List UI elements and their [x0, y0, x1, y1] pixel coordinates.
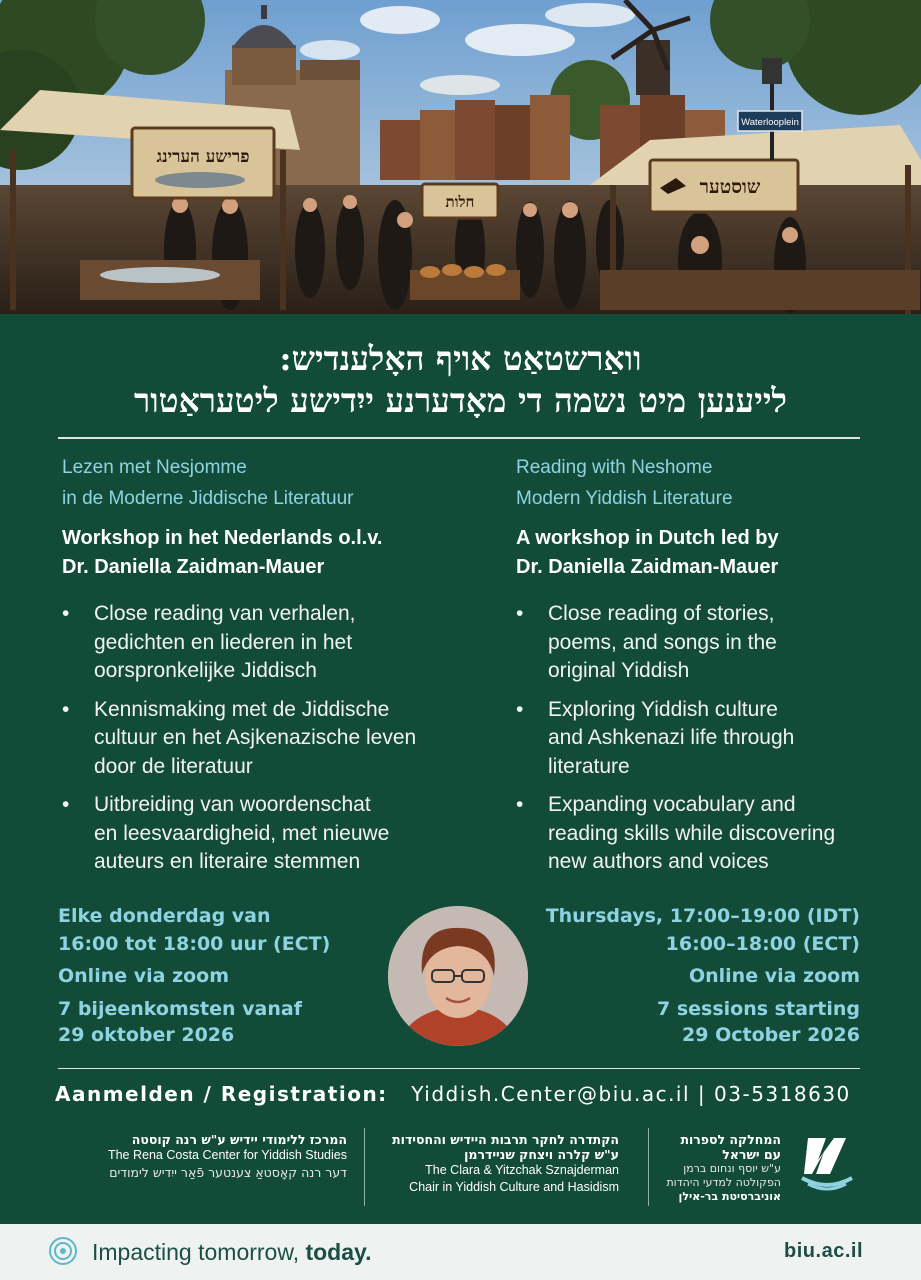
partner-logos: [0, 1128, 921, 1214]
dutch-course-title-line1: Lezen met Nesjomme: [62, 457, 247, 478]
bullet-dot-icon: •: [516, 697, 524, 721]
english-sessions: [530, 996, 860, 1048]
english-schedule-day: Thursdays, 17:00–19:00 (IDT): [545, 905, 860, 927]
registration-email-link[interactable]: Yiddish.Center@biu.ac.il: [411, 1082, 691, 1106]
street-sign-waterlooplein: Waterlooplein: [741, 117, 799, 128]
bullet-dot-icon: •: [62, 697, 70, 721]
bullet-line: Expanding vocabulary and: [548, 793, 796, 816]
sznajderman-chair-logo: [369, 1132, 619, 1196]
yiddish-title: [30, 338, 891, 422]
list-item: [516, 791, 916, 877]
bullet-line: en leesvaardigheid, met nieuwe: [94, 821, 390, 845]
registration-phone-link[interactable]: 03-5318630: [714, 1082, 851, 1106]
bullet-dot-icon: •: [62, 602, 70, 625]
title-line-1: וואַרשטאַט אויף האָלענדיש:: [279, 339, 642, 378]
dept-name-1: המחלקה לספרות: [680, 1132, 781, 1147]
title-divider: [58, 437, 860, 439]
english-course-title: [516, 452, 916, 514]
bullet-line: reading skills while discovering: [548, 821, 836, 845]
chair-name-english-2: Chair in Yiddish Culture and Hasidism: [409, 1180, 619, 1194]
chair-name-hebrew-1: הקתדרה לחקר תרבות היידיש והחסידות: [392, 1132, 619, 1147]
english-online-label: Online via zoom: [688, 965, 860, 987]
stall-sign-challah: חלות: [445, 193, 475, 211]
dutch-course-title: [62, 452, 462, 514]
chair-name-english-1: The Clara & Yitzchak Sznajderman: [425, 1163, 619, 1177]
english-course-title-line2: Modern Yiddish Literature: [516, 488, 733, 509]
dutch-lead-line2: Dr. Daniella Zaidman-Mauer: [62, 556, 325, 578]
dept-name-5: אוניברסיטת בר-אילן: [678, 1190, 781, 1203]
logo-divider: [648, 1128, 649, 1206]
bullet-line: Close reading of stories,: [548, 602, 775, 625]
website-link[interactable]: biu.ac.il: [784, 1240, 863, 1262]
bullet-line: auteurs en literaire stemmen: [94, 850, 361, 873]
bullet-line: Uitbreiding van woordenschat: [94, 793, 371, 816]
bullet-dot-icon: •: [516, 602, 524, 625]
center-name-english: The Rena Costa Center for Yiddish Studies: [107, 1148, 347, 1162]
list-item: [516, 696, 916, 782]
dutch-sessions: [58, 996, 388, 1048]
dutch-online-label: Online via zoom: [58, 965, 230, 987]
portrait-image: [388, 906, 528, 1046]
title-line-2: לייענען מיט נשמה די מאָדערנע ייִדישע ליטעראַטור: [134, 381, 787, 420]
english-lead-line2: Dr. Daniella Zaidman-Mauer: [516, 556, 779, 578]
registration-line: [55, 1082, 851, 1106]
registration-separator: |: [697, 1082, 707, 1106]
target-circle-icon: [48, 1236, 78, 1266]
dutch-sessions-line2: 29 oktober 2026: [58, 1024, 235, 1046]
bullet-line: Kennismaking met de Jiddische: [94, 697, 390, 721]
dept-name-2: עם ישראל: [722, 1147, 781, 1162]
english-schedule-time: 16:00–18:00 (ECT): [665, 933, 860, 955]
bullet-line: original Yiddish: [548, 659, 690, 682]
english-bullet-list: [516, 600, 916, 877]
rena-costa-center-logo: [27, 1132, 347, 1181]
bullet-line: Exploring Yiddish culture: [548, 697, 778, 721]
center-name-yiddish: דער רנה קאָסטאַ צענטער פֿאַר ייִדיש לימודים: [109, 1165, 347, 1180]
center-name-hebrew: המרכז ללימודי יידיש ע"ש רנה קוסטה: [131, 1132, 347, 1147]
dept-name-3: ע"ש יוסף ונחום ברמן: [683, 1162, 781, 1175]
hero-illustration: [0, 0, 921, 314]
dutch-column: [62, 452, 462, 887]
registration-label: Aanmelden / Registration:: [55, 1082, 388, 1106]
bullet-dot-icon: •: [516, 793, 524, 816]
list-item: [62, 791, 462, 877]
bullet-line: new authors and voices: [548, 850, 769, 873]
logo-divider: [364, 1128, 365, 1206]
dutch-bullet-list: [62, 600, 462, 877]
english-course-title-line1: Reading with Neshome: [516, 457, 713, 478]
department-logo-text: [641, 1132, 781, 1204]
dutch-course-title-line2: in de Moderne Jiddische Literatuur: [62, 488, 354, 509]
english-sessions-line1: 7 sessions starting: [657, 998, 860, 1020]
dutch-lead-line1: Workshop in het Nederlands o.l.v.: [62, 527, 383, 549]
bar-ilan-logo-icon: [796, 1130, 858, 1192]
dutch-schedule: [58, 902, 388, 1048]
slogan-bold: today.: [305, 1239, 372, 1265]
english-sessions-line2: 29 October 2026: [682, 1024, 860, 1046]
dept-name-4: הפקולטה למדעי היהדות: [666, 1176, 781, 1189]
instructor-portrait: [388, 906, 528, 1046]
dutch-schedule-time: 16:00 tot 18:00 uur (ECT): [58, 933, 331, 955]
bullet-line: poems, and songs in the: [548, 630, 777, 654]
bullet-line: gedichten en liederen in het: [94, 630, 353, 654]
market-scene-illustration: [0, 0, 921, 314]
english-column: [516, 452, 916, 887]
bullet-line: literature: [548, 754, 630, 778]
bullet-line: cultuur en het Asjkenazische leven: [94, 726, 417, 749]
list-item: [62, 600, 462, 686]
bullet-line: Close reading van verhalen,: [94, 602, 356, 625]
list-item: [516, 600, 916, 686]
bullet-line: door de literatuur: [94, 754, 253, 778]
stall-sign-herring: פרישע הערינג: [156, 147, 250, 167]
dutch-sessions-line1: 7 bijeenkomsten vanaf: [58, 998, 302, 1020]
bullet-line: oorspronkelijke Jiddisch: [94, 659, 317, 682]
english-schedule: [530, 902, 860, 1048]
slogan-regular: Impacting tomorrow,: [92, 1239, 306, 1265]
footer-bar: [0, 1224, 921, 1280]
stall-sign-shoemaker: שוסטער: [699, 176, 761, 198]
dutch-schedule-day: Elke donderdag van: [58, 905, 271, 927]
chair-name-hebrew-2: ע"ש קלרה ויצחק שניידרמן: [464, 1147, 619, 1162]
bullet-dot-icon: •: [62, 793, 70, 816]
registration-divider: [58, 1068, 860, 1069]
english-lead-line1: A workshop in Dutch led by: [516, 527, 779, 549]
list-item: [62, 696, 462, 782]
footer-slogan: [92, 1239, 372, 1266]
english-workshop-lead: [516, 524, 916, 582]
dutch-workshop-lead: [62, 524, 462, 582]
bullet-line: and Ashkenazi life through: [548, 726, 795, 749]
